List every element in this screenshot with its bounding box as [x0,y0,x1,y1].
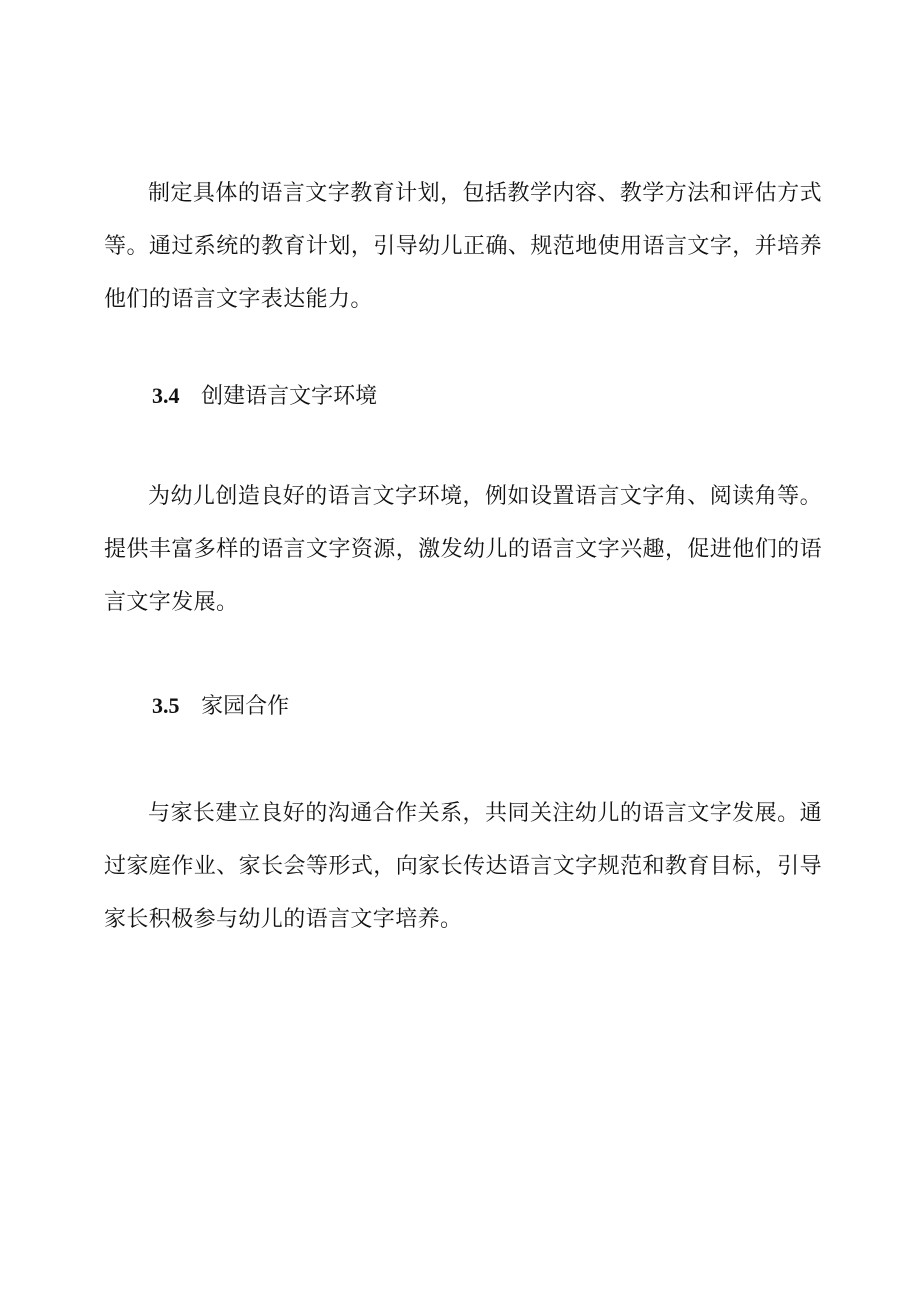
section-number: 3.5 [152,693,180,718]
section-title: 创建语言文字环境 [201,384,378,409]
section-title: 家园合作 [201,694,290,719]
paragraph-language-environment: 为幼儿创造良好的语言文字环境，例如设置语言文字角、阅读角等。提供丰富多样的语言文字资源，激发幼儿的语言文字兴趣，促进他们的语言文字发展。 [104,484,822,615]
section-heading-3-5 [152,691,289,722]
paragraph-education-plan: 制定具体的语言文字教育计划，包括教学内容、教学方法和评估方式等。通过系统的教育计划，引导幼儿正确、规范地使用语言文字，并培养他们的语言文字表达能力。 [104,181,822,312]
section-heading-3-4 [152,381,377,412]
section-number: 3.4 [152,383,180,408]
paragraph-home-school-cooperation: 与家长建立良好的沟通合作关系，共同关注幼儿的语言文字发展。通过家庭作业、家长会等形式，向家长传达语言文字规范和教育目标，引导家长积极参与幼儿的语言文字培养。 [104,801,822,932]
